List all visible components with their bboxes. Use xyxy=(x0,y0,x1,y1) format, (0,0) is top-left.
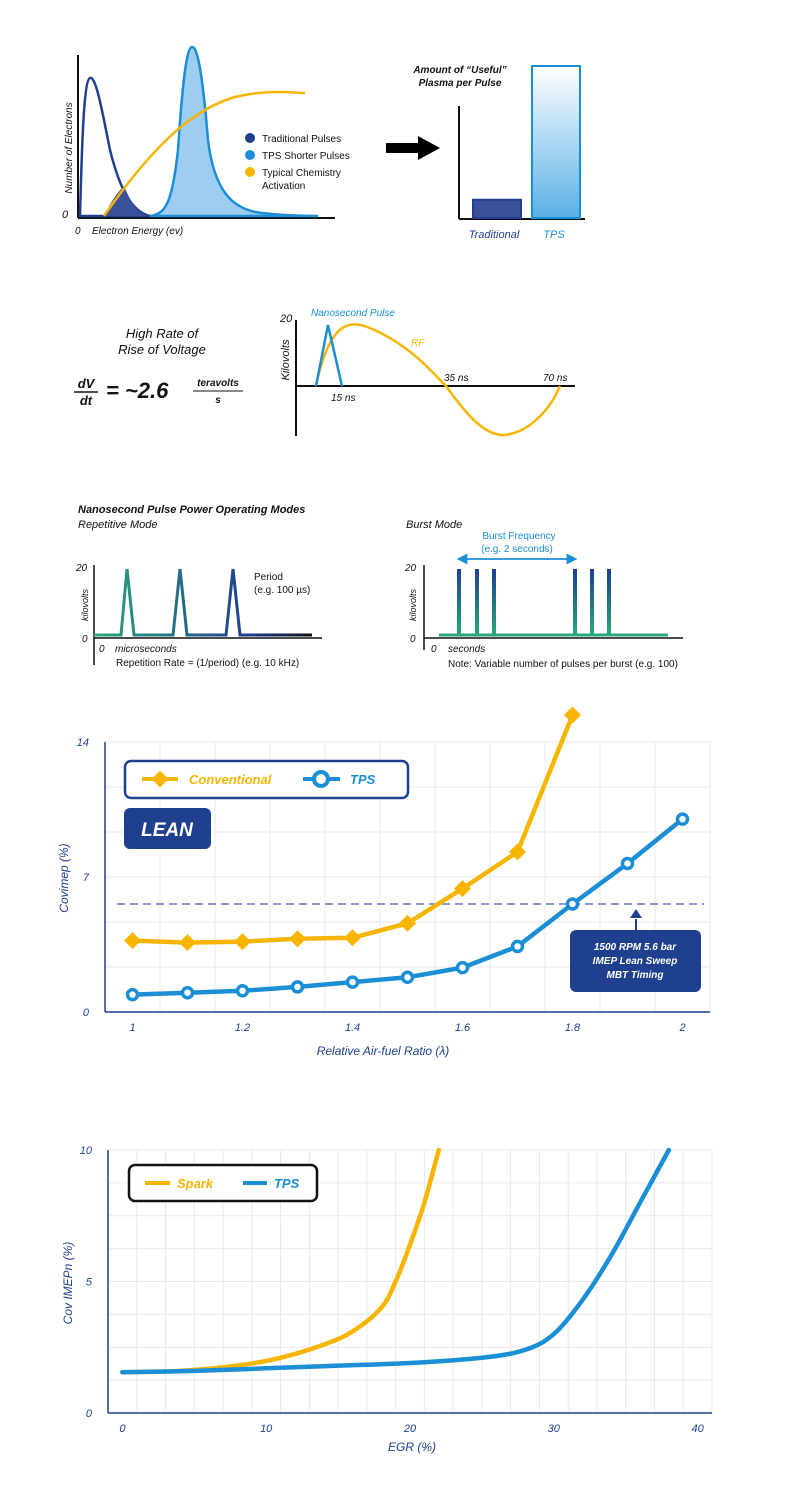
x-axis-label: seconds xyxy=(448,644,486,655)
legend-label-chemistry: Typical Chemistry xyxy=(262,168,341,179)
data-point-conventional xyxy=(344,929,361,946)
x-tick-label: 40 xyxy=(691,1423,704,1435)
y-tick-label: 5 xyxy=(85,1276,92,1289)
category-label-traditional: Traditional xyxy=(468,229,520,241)
x-tick-label: 1.4 xyxy=(344,1022,361,1034)
formula-unit-denominator: s xyxy=(215,395,221,406)
data-point-conventional xyxy=(289,930,306,947)
up-arrow-icon xyxy=(630,909,642,918)
footnote: Repetition Rate = (1/period) (e.g. 10 kHz) xyxy=(116,658,300,669)
y-axis-label: Cov IMEPn (%) xyxy=(61,1241,75,1325)
formula-unit-numerator: teravolts xyxy=(197,378,239,389)
legend xyxy=(245,133,350,192)
x-axis-label: EGR (%) xyxy=(388,1440,436,1454)
nanosecond-pulse-line xyxy=(316,325,342,386)
legend-label-conventional: Conventional xyxy=(189,772,272,787)
callout-line1: 1500 RPM 5.6 bar xyxy=(593,942,677,953)
x-tick-label: 2 xyxy=(679,1022,686,1034)
tick-label-70ns: 70 ns xyxy=(543,373,568,384)
tick-label-35ns: 35 ns xyxy=(444,373,469,384)
data-point-tps xyxy=(348,977,358,987)
data-point-tps xyxy=(403,972,413,982)
burst-mode-chart xyxy=(404,519,683,670)
x-tick-label: 10 xyxy=(260,1423,273,1435)
data-point-tps xyxy=(513,941,523,951)
footnote: Note: Variable number of pulses per burst (e.g. 100) xyxy=(448,659,678,670)
annotation-callout xyxy=(570,909,701,992)
legend-marker-tps xyxy=(314,772,328,786)
traditional-distribution-area xyxy=(80,78,150,216)
x-origin-label: 0 xyxy=(75,226,81,237)
legend-label-tps: TPS xyxy=(350,772,376,787)
chart-title-line1: Amount of “Useful” xyxy=(413,65,507,76)
y-tick-label: 0 xyxy=(85,1408,92,1420)
section-title: Nanosecond Pulse Power Operating Modes xyxy=(78,504,306,516)
data-point-tps xyxy=(458,963,468,973)
annotation-line2: (e.g. 100 µs) xyxy=(254,585,311,596)
right-arrow-icon xyxy=(386,136,440,160)
data-point-tps xyxy=(568,899,578,909)
panel-title-line2: Rise of Voltage xyxy=(118,342,206,357)
y-axis-label: kilovolts xyxy=(80,588,90,622)
data-point-tps xyxy=(238,986,248,996)
y-axis-label: kilovolts xyxy=(408,588,418,622)
burst2-pulse3 xyxy=(607,569,611,635)
annotation-line1: Burst Frequency xyxy=(482,531,556,542)
x-axis-label: Electron Energy (ev) xyxy=(92,226,184,237)
formula-value: = ~2.6 xyxy=(106,378,169,403)
x-zero-label: 0 xyxy=(431,644,437,655)
y-tick-label: 0 xyxy=(82,1007,89,1019)
lean-badge-label: LEAN xyxy=(141,820,193,841)
y-axis-label: Kilovolts xyxy=(280,339,292,381)
legend xyxy=(129,1165,317,1201)
dv-dt-formula xyxy=(74,376,243,408)
y-tick-label: 7 xyxy=(82,872,89,884)
burst1-pulse2 xyxy=(475,569,479,635)
formula-numerator: dV xyxy=(77,376,95,391)
legend-marker-tps xyxy=(245,150,255,160)
legend-label-tps: TPS xyxy=(274,1176,300,1191)
series-label-nanosecond: Nanosecond Pulse xyxy=(311,308,395,319)
legend-marker-traditional xyxy=(245,133,255,143)
lean-sweep-chart xyxy=(57,707,710,1058)
legend xyxy=(125,761,408,798)
data-point-conventional xyxy=(124,932,141,949)
repetitive-mode-chart xyxy=(75,519,322,669)
rise-of-voltage-panel xyxy=(74,308,575,436)
burst2-pulse2 xyxy=(590,569,594,635)
data-point-conventional xyxy=(179,934,196,951)
x-tick-label: 1.8 xyxy=(564,1022,581,1034)
x-axis-label: Relative Air-fuel Ratio (λ) xyxy=(316,1044,450,1058)
x-tick-label: 0 xyxy=(119,1423,126,1435)
x-tick-label: 20 xyxy=(403,1423,417,1435)
useful-plasma-chart xyxy=(412,65,585,241)
y-axis-label: Covimep (%) xyxy=(57,843,71,913)
data-point-tps xyxy=(293,982,303,992)
egr-sweep-chart xyxy=(61,1145,712,1454)
annotation-line1: Period xyxy=(254,572,283,583)
y-tick-label: 14 xyxy=(76,737,89,749)
burst1-pulse1 xyxy=(457,569,461,635)
y-max-label: 20 xyxy=(280,313,293,325)
legend-label-tps: TPS Shorter Pulses xyxy=(262,151,350,162)
series-label-rf: RF xyxy=(411,338,425,349)
data-point-conventional xyxy=(234,933,251,950)
x-zero-label: 0 xyxy=(99,644,105,655)
electron-energy-chart xyxy=(62,47,350,237)
category-label-tps: TPS xyxy=(543,229,565,241)
legend-marker-chemistry xyxy=(245,167,255,177)
bar-traditional xyxy=(473,200,521,218)
rf-sine-curve xyxy=(316,324,560,435)
y-max-label: 20 xyxy=(76,563,88,574)
data-point-conventional xyxy=(564,707,581,724)
y-max-label: 20 xyxy=(405,563,417,574)
annotation-line2: (e.g. 2 seconds) xyxy=(481,544,553,555)
legend-label-spark: Spark xyxy=(177,1176,214,1191)
mode-title: Burst Mode xyxy=(406,519,463,531)
data-point-tps xyxy=(183,988,193,998)
x-tick-label: 1.2 xyxy=(234,1022,251,1034)
x-axis-label: microseconds xyxy=(115,644,177,655)
panel-title-line1: High Rate of xyxy=(125,326,199,341)
data-point-tps xyxy=(128,990,138,1000)
data-point-tps xyxy=(623,859,633,869)
callout-line2: IMEP Lean Sweep xyxy=(592,956,678,967)
legend-label-traditional: Traditional Pulses xyxy=(262,134,342,145)
formula-denominator: dt xyxy=(79,393,93,408)
tick-label-15ns: 15 ns xyxy=(331,393,356,404)
chart-title-line2: Plasma per Pulse xyxy=(418,78,502,89)
burst2-pulse1 xyxy=(573,569,577,635)
x-tick-label: 1 xyxy=(129,1022,136,1034)
y-origin-label: 0 xyxy=(62,209,69,221)
callout-line3: MBT Timing xyxy=(606,970,664,981)
x-tick-label: 1.6 xyxy=(454,1022,471,1034)
y-zero-label: 0 xyxy=(82,634,88,645)
data-point-tps xyxy=(678,814,688,824)
legend-label-chemistry-2: Activation xyxy=(262,181,306,192)
y-tick-label: 10 xyxy=(79,1145,92,1157)
x-tick-label: 30 xyxy=(547,1423,560,1435)
mode-title: Repetitive Mode xyxy=(78,519,158,531)
burst1-pulse3 xyxy=(492,569,496,635)
bar-tps xyxy=(532,66,580,218)
y-axis-label: Number of Electrons xyxy=(64,102,75,194)
y-zero-label: 0 xyxy=(410,634,416,645)
